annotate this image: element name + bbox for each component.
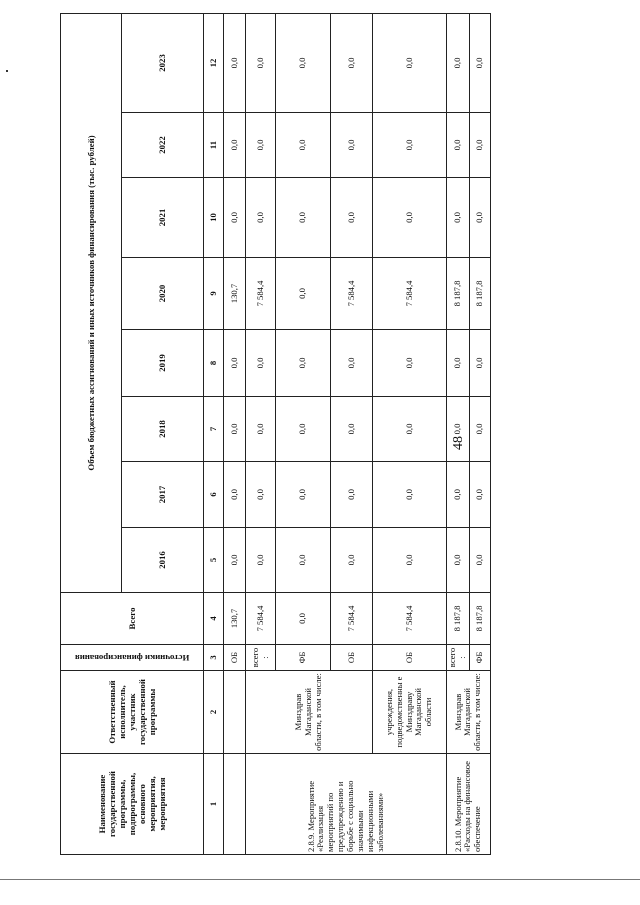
value-cell: 0,0 [246, 13, 276, 112]
value-cell: 0,0 [331, 462, 373, 528]
measure-2-8-10-executor: Минздрав Магаданской области, в том числе: [447, 671, 491, 754]
source-cell: ФБ [469, 645, 490, 671]
header-source: Источники финансирования [61, 645, 204, 671]
value-cell: 0,0 [447, 113, 470, 178]
value-cell: 0,0 [224, 462, 246, 528]
value-cell: 0,0 [224, 330, 246, 397]
header-year: 2019 [122, 330, 204, 397]
value-cell: 0,0 [224, 113, 246, 178]
table-row [373, 13, 447, 854]
column-number: 9 [204, 258, 224, 330]
value-cell: 0,0 [469, 528, 490, 593]
column-number: 6 [204, 462, 224, 528]
value-cell: 0,0 [373, 178, 447, 258]
column-number: 3 [204, 645, 224, 671]
header-year: 2023 [122, 13, 204, 112]
header-row-group [61, 13, 122, 854]
table-row [447, 13, 470, 854]
header-year: 2016 [122, 528, 204, 593]
header-year: 2022 [122, 113, 204, 178]
value-cell: 0,0 [373, 528, 447, 593]
column-number: 4 [204, 593, 224, 645]
measure-2-8-9-subexecutor: учреждения, подведомственны е Минздраву Магаданской области [373, 671, 447, 754]
total-cell: 7 584,4 [373, 593, 447, 645]
value-cell: 0,0 [447, 528, 470, 593]
scan-bottom-edge [0, 879, 640, 880]
value-cell: 0,0 [276, 178, 331, 258]
header-executor: Ответственный исполнитель, участник государственной программы [61, 671, 204, 754]
column-number: 1 [204, 754, 224, 855]
value-cell: 0,0 [469, 178, 490, 258]
value-cell: 0,0 [331, 528, 373, 593]
total-cell: 8 187,8 [469, 593, 490, 645]
value-cell: 0,0 [331, 13, 373, 112]
column-number: 11 [204, 113, 224, 178]
value-cell: 0,0 [246, 397, 276, 462]
measure-2-8-9-executor: Минздрав Магаданской области, в том числе: [246, 671, 373, 754]
column-number: 8 [204, 330, 224, 397]
value-cell: 0,0 [373, 330, 447, 397]
header-year: 2021 [122, 178, 204, 258]
value-cell: 0,0 [447, 330, 470, 397]
value-cell: 0,0 [276, 330, 331, 397]
total-cell: 130,7 [224, 593, 246, 645]
value-cell: 0,0 [276, 258, 331, 330]
table-row [224, 13, 246, 854]
column-number: 10 [204, 178, 224, 258]
value-cell: 8 187,8 [469, 258, 490, 330]
header-total: Всего [61, 593, 204, 645]
value-cell: 0,0 [276, 528, 331, 593]
value-cell: 0,0 [276, 13, 331, 112]
column-number: 2 [204, 671, 224, 754]
value-cell: 0,0 [373, 13, 447, 112]
value-cell: 0,0 [469, 462, 490, 528]
page-number: 48 [451, 436, 466, 450]
measure-2-8-9-name: 2.8.9. Мероприятие «Реализация мероприятий по предупреждению и борьбе с социально значимыми инфекционными заболеваниями» [246, 754, 447, 855]
value-cell: 0,0 [331, 178, 373, 258]
value-cell: 0,0 [469, 113, 490, 178]
scan-speck [6, 70, 8, 72]
value-cell: 0,0 [224, 13, 246, 112]
value-cell: 0,0 [276, 113, 331, 178]
source-cell: ОБ [224, 645, 246, 671]
name-cell-empty [224, 754, 246, 855]
header-year: 2018 [122, 397, 204, 462]
header-year: 2020 [122, 258, 204, 330]
value-cell: 0,0 [469, 13, 490, 112]
value-cell: 0,0 [246, 330, 276, 397]
source-cell: ОБ [373, 645, 447, 671]
source-cell: ФБ [276, 645, 331, 671]
value-cell: 0,0 [469, 397, 490, 462]
value-cell: 7 584,4 [331, 258, 373, 330]
total-cell: 7 584,4 [331, 593, 373, 645]
total-cell: 8 187,8 [447, 593, 470, 645]
column-number: 12 [204, 13, 224, 112]
value-cell: 0,0 [447, 178, 470, 258]
value-cell: 0,0 [373, 397, 447, 462]
executor-cell-empty [224, 671, 246, 754]
value-cell: 0,0 [276, 462, 331, 528]
value-cell: 0,0 [373, 113, 447, 178]
value-cell: 0,0 [246, 113, 276, 178]
source-cell: всего: [246, 645, 276, 671]
total-cell: 0,0 [276, 593, 331, 645]
value-cell: 0,0 [224, 528, 246, 593]
value-cell: 0,0 [331, 397, 373, 462]
source-cell: ОБ [331, 645, 373, 671]
table-row [246, 13, 276, 854]
value-cell: 0,0 [373, 462, 447, 528]
measure-2-8-10-name: 2.8.10. Мероприятие «Расходы на финансовое обеспечение [447, 754, 491, 855]
value-cell: 0,0 [276, 397, 331, 462]
value-cell: 7 584,4 [373, 258, 447, 330]
rotated-table-wrapper [60, 14, 488, 855]
value-cell: 0,0 [447, 397, 470, 462]
value-cell: 130,7 [224, 258, 246, 330]
column-number: 5 [204, 528, 224, 593]
value-cell: 0,0 [469, 330, 490, 397]
value-cell: 0,0 [246, 528, 276, 593]
header-funding-group: Объем бюджетных ассигнований и иных источников финансирования (тыс. рублей) [61, 13, 122, 592]
value-cell: 7 584,4 [246, 258, 276, 330]
value-cell: 0,0 [447, 13, 470, 112]
value-cell: 0,0 [331, 330, 373, 397]
value-cell: 0,0 [224, 397, 246, 462]
value-cell: 0,0 [331, 113, 373, 178]
budget-table [60, 13, 491, 855]
total-cell: 7 584,4 [246, 593, 276, 645]
column-number-row [204, 13, 224, 854]
header-name: Наименование государственной программы, подпрограммы, основного мероприятия, мероприятия [61, 754, 204, 855]
header-year: 2017 [122, 462, 204, 528]
value-cell: 8 187,8 [447, 258, 470, 330]
source-cell: всего: [447, 645, 470, 671]
value-cell: 0,0 [246, 178, 276, 258]
column-number: 7 [204, 397, 224, 462]
value-cell: 0,0 [246, 462, 276, 528]
value-cell: 0,0 [447, 462, 470, 528]
value-cell: 0,0 [224, 178, 246, 258]
